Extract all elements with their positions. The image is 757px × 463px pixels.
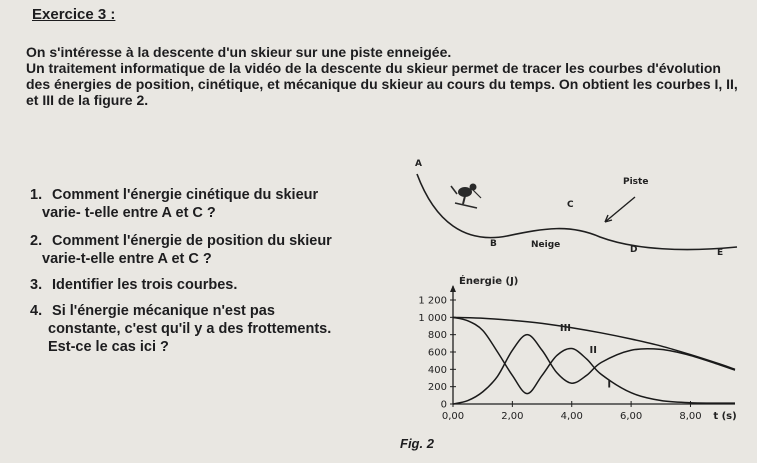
question-text: varie-t-elle entre A et C ?	[42, 251, 212, 267]
ski-slope-diagram	[415, 159, 737, 258]
figure-2	[395, 152, 745, 437]
y-axis-arrow	[450, 285, 456, 292]
question-text: Comment l'énergie cinétique du skieur	[52, 187, 319, 203]
point-b-label: B	[490, 239, 497, 249]
question-text: Si l'énergie mécanique n'est pas	[52, 303, 275, 319]
intro-line-1: On s'intéresse à la descente d'un skieur sur une piste enneigée.	[26, 44, 452, 60]
question-text: Identifier les trois courbes.	[52, 277, 238, 293]
x-tick-label: 6,00	[619, 411, 643, 422]
figure-caption: Fig. 2	[400, 436, 434, 451]
y-tick-label: 1 200	[418, 295, 447, 307]
slope-line	[417, 174, 737, 250]
x-tick-label: 4,00	[560, 411, 583, 422]
question-3	[30, 276, 386, 294]
point-c-label: C	[567, 200, 574, 210]
curve-label: I	[607, 379, 612, 391]
energy-chart	[418, 274, 736, 422]
curve-label: III	[559, 322, 572, 334]
curve-iii	[453, 317, 735, 369]
question-number: 3.	[30, 277, 43, 293]
question-number: 2.	[30, 233, 43, 249]
y-tick-label: 600	[427, 347, 447, 359]
point-d-label: D	[630, 245, 638, 255]
y-tick-label: 400	[427, 364, 447, 376]
question-number: 4.	[30, 303, 43, 319]
x-tick-label: 2,00	[501, 411, 524, 422]
question-text: Comment l'énergie de position du skieur	[52, 233, 332, 249]
y-tick-label: 1 000	[418, 312, 447, 324]
chart-axes	[418, 274, 736, 422]
intro-line-2: Un traitement informatique de la vidéo de la descente du skieur permet de tracer les courbes d'évolution des énergies de position, cinétique, et mécanique du skieur au cours du temps. On obtient les courbes I, II, et III de la figure 2.	[26, 60, 738, 108]
x-axis-label: t (s)	[713, 411, 737, 422]
x-tick-label: 0,00	[441, 411, 465, 422]
x-tick-label: 8,00	[679, 411, 702, 422]
neige-label: Neige	[531, 240, 561, 250]
question-number: 1.	[30, 187, 43, 203]
y-tick-label: 0	[440, 399, 447, 411]
skier-icon	[451, 184, 481, 209]
exercise-title: Exercice 3 :	[32, 6, 116, 23]
chart-curves	[453, 317, 735, 404]
question-text: constante, c'est qu'il y a des frottements.	[48, 321, 332, 337]
question-text: varie- t-elle entre A et C ?	[42, 205, 216, 221]
question-2	[30, 232, 386, 268]
question-1	[30, 186, 386, 222]
point-a-label: A	[415, 159, 422, 169]
point-e-label: E	[717, 248, 724, 258]
y-tick-label: 200	[427, 382, 447, 394]
intro-text	[26, 44, 746, 108]
y-tick-label: 800	[427, 330, 447, 342]
piste-label: Piste	[623, 177, 649, 187]
curve-label: II	[589, 344, 598, 356]
question-text: Est-ce le cas ici ?	[48, 339, 169, 355]
y-axis-label: Énergie (J)	[459, 276, 519, 287]
curve-ii	[453, 317, 735, 403]
question-4	[30, 302, 386, 356]
piste-arrow	[605, 197, 635, 222]
